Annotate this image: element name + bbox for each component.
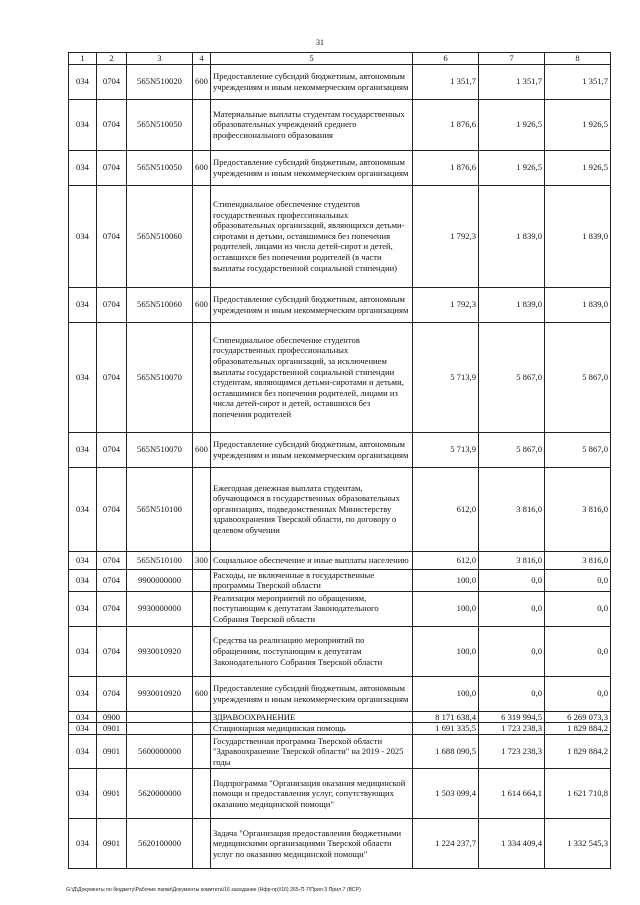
table-row xyxy=(69,591,611,626)
amount-col8: 3 816,0 xyxy=(545,467,611,551)
amount-col7: 3 816,0 xyxy=(479,467,545,551)
item-name: Стипендиальное обеспечение студентов государственных профессиональных образовательных организаций, за исключением выплаты государственной социальной стипендии студентам, являющимся детьми-сиротами и детьми, оставшимися без попечения родителей, лицами из числа детей-сирот и детей, оставшихся без попечения родителей xyxy=(211,322,413,432)
amount-col8: 1 926,5 xyxy=(545,150,611,185)
amount-col7: 1 351,7 xyxy=(479,64,545,99)
budget-table xyxy=(68,52,611,869)
amount-col8: 6 269 073,3 xyxy=(545,711,611,723)
item-name: Стипендиальное обеспечение студентов государственных профессиональных образовательных организаций, являющихся детьми-сиротами и детьми, оставшимися без попечения родителей, лицами из числа детей-сирот и детей, оставшихся без попечения родителей (в части выплаты государственной социальной стипендии) xyxy=(211,185,413,287)
table-row xyxy=(69,676,611,711)
section-code: 0901 xyxy=(97,768,127,818)
grbs-code: 034 xyxy=(69,64,97,99)
header-cell: 1 xyxy=(69,53,97,65)
item-name: Материальные выплаты студентам государственных образовательных учреждений среднего профессионального образования xyxy=(211,99,413,150)
expense-type-code: 600 xyxy=(193,64,211,99)
amount-col6: 8 171 638,4 xyxy=(413,711,479,723)
section-code: 0704 xyxy=(97,432,127,467)
target-article-code: 9930010920 xyxy=(127,676,193,711)
table-row xyxy=(69,467,611,551)
expense-type-code xyxy=(193,467,211,551)
amount-col7: 1 926,5 xyxy=(479,99,545,150)
header-cell: 8 xyxy=(545,53,611,65)
grbs-code: 034 xyxy=(69,711,97,723)
expense-type-code xyxy=(193,734,211,768)
amount-col6: 1 688 090,5 xyxy=(413,734,479,768)
grbs-code: 034 xyxy=(69,287,97,322)
item-name: Задача "Организация предоставления бюджетными медицинскими организациями Тверской области услуг по оказанию медицинской помощи" xyxy=(211,818,413,868)
amount-col7: 1 839,0 xyxy=(479,287,545,322)
amount-col7: 3 816,0 xyxy=(479,551,545,569)
section-code: 0704 xyxy=(97,591,127,626)
section-code: 0704 xyxy=(97,569,127,591)
amount-col8: 5 867,0 xyxy=(545,432,611,467)
grbs-code: 034 xyxy=(69,591,97,626)
table-row xyxy=(69,322,611,432)
header-cell: 3 xyxy=(127,53,193,65)
amount-col6: 1 224 237,7 xyxy=(413,818,479,868)
target-article-code: 565N510060 xyxy=(127,287,193,322)
section-code: 0900 xyxy=(97,711,127,723)
expense-type-code xyxy=(193,711,211,723)
amount-col6: 1 792,3 xyxy=(413,185,479,287)
expense-type-code xyxy=(193,322,211,432)
amount-col6: 1 876,6 xyxy=(413,150,479,185)
amount-col8: 0,0 xyxy=(545,591,611,626)
table-row xyxy=(69,734,611,768)
amount-col8: 1 839,0 xyxy=(545,185,611,287)
amount-col6: 1 792,3 xyxy=(413,287,479,322)
grbs-code: 034 xyxy=(69,322,97,432)
section-code: 0704 xyxy=(97,150,127,185)
amount-col6: 1 351,7 xyxy=(413,64,479,99)
expense-type-code xyxy=(193,99,211,150)
table-row xyxy=(69,287,611,322)
section-code: 0704 xyxy=(97,99,127,150)
table-row xyxy=(69,768,611,818)
table-row xyxy=(69,432,611,467)
amount-col7: 0,0 xyxy=(479,569,545,591)
item-name: Реализация мероприятий по обращениям, поступающим к депутатам Законодательного Собрания Тверской области xyxy=(211,591,413,626)
section-code: 0704 xyxy=(97,676,127,711)
amount-col6: 1 691 335,5 xyxy=(413,723,479,735)
target-article-code: 565N510100 xyxy=(127,551,193,569)
expense-type-code: 600 xyxy=(193,150,211,185)
header-cell: 5 xyxy=(211,53,413,65)
item-name: Государственная программа Тверской области "Здравоохранение Тверской области" на 2019 - 2025 годы xyxy=(211,734,413,768)
amount-col7: 1 723 238,3 xyxy=(479,734,545,768)
section-code: 0704 xyxy=(97,551,127,569)
grbs-code: 034 xyxy=(69,768,97,818)
expense-type-code xyxy=(193,723,211,735)
target-article-code: 565N510100 xyxy=(127,467,193,551)
grbs-code: 034 xyxy=(69,723,97,735)
expense-type-code xyxy=(193,569,211,591)
amount-col6: 100,0 xyxy=(413,591,479,626)
target-article-code: 565N510060 xyxy=(127,185,193,287)
grbs-code: 034 xyxy=(69,818,97,868)
grbs-code: 034 xyxy=(69,150,97,185)
target-article-code xyxy=(127,711,193,723)
amount-col6: 5 713,9 xyxy=(413,432,479,467)
target-article-code: 9900000000 xyxy=(127,569,193,591)
amount-col8: 1 839,0 xyxy=(545,287,611,322)
item-name: ЗДРАВООХРАНЕНИЕ xyxy=(211,711,413,723)
amount-col7: 0,0 xyxy=(479,591,545,626)
target-article-code: 9930000000 xyxy=(127,591,193,626)
amount-col6: 1 876,6 xyxy=(413,99,479,150)
grbs-code: 034 xyxy=(69,432,97,467)
amount-col7: 1 926,5 xyxy=(479,150,545,185)
amount-col8: 1 829 884,2 xyxy=(545,723,611,735)
expense-type-code: 300 xyxy=(193,551,211,569)
item-name: Средства на реализацию мероприятий по обращениям, поступающим к депутатам Законодательного Собрания Тверской области xyxy=(211,626,413,676)
header-cell: 4 xyxy=(193,53,211,65)
target-article-code: 5620100000 xyxy=(127,818,193,868)
grbs-code: 034 xyxy=(69,185,97,287)
amount-col7: 0,0 xyxy=(479,626,545,676)
expense-type-code xyxy=(193,768,211,818)
amount-col8: 0,0 xyxy=(545,626,611,676)
amount-col8: 1 621 710,8 xyxy=(545,768,611,818)
amount-col8: 5 867,0 xyxy=(545,322,611,432)
amount-col6: 100,0 xyxy=(413,569,479,591)
table-row xyxy=(69,626,611,676)
expense-type-code xyxy=(193,818,211,868)
amount-col6: 612,0 xyxy=(413,551,479,569)
table-row xyxy=(69,64,611,99)
amount-col7: 1 839,0 xyxy=(479,185,545,287)
amount-col7: 1 614 664,1 xyxy=(479,768,545,818)
item-name: Ежегодная денежная выплата студентам, обучающимся в государственных образовательных организациях, подведомственных Министерству здравоохранения Тверской области, по договору о целевом обучении xyxy=(211,467,413,551)
header-cell: 6 xyxy=(413,53,479,65)
amount-col7: 5 867,0 xyxy=(479,432,545,467)
table-row xyxy=(69,551,611,569)
item-name: Предоставление субсидий бюджетным, автономным учреждениям и иным некоммерческим организациям xyxy=(211,432,413,467)
section-code: 0704 xyxy=(97,467,127,551)
amount-col8: 0,0 xyxy=(545,676,611,711)
section-code: 0901 xyxy=(97,818,127,868)
section-code: 0704 xyxy=(97,626,127,676)
grbs-code: 034 xyxy=(69,734,97,768)
amount-col7: 0,0 xyxy=(479,676,545,711)
amount-col6: 5 713,9 xyxy=(413,322,479,432)
amount-col8: 1 351,7 xyxy=(545,64,611,99)
section-code: 0704 xyxy=(97,185,127,287)
item-name: Предоставление субсидий бюджетным, автономным учреждениям и иным некоммерческим организациям xyxy=(211,676,413,711)
table-row xyxy=(69,99,611,150)
expense-type-code: 600 xyxy=(193,287,211,322)
amount-col6: 100,0 xyxy=(413,676,479,711)
item-name: Предоставление субсидий бюджетным, автономным учреждениям и иным некоммерческим организациям xyxy=(211,64,413,99)
amount-col7: 1 723 238,3 xyxy=(479,723,545,735)
table-row xyxy=(69,711,611,723)
header-cell: 2 xyxy=(97,53,127,65)
grbs-code: 034 xyxy=(69,569,97,591)
target-article-code: 5620000000 xyxy=(127,768,193,818)
target-article-code: 5600000000 xyxy=(127,734,193,768)
table-row xyxy=(69,818,611,868)
grbs-code: 034 xyxy=(69,99,97,150)
item-name: Предоставление субсидий бюджетным, автономным учреждениям и иным некоммерческим организациям xyxy=(211,150,413,185)
target-article-code: 9930010920 xyxy=(127,626,193,676)
item-name: Расходы, не включенные в государственные программы Тверской области xyxy=(211,569,413,591)
grbs-code: 034 xyxy=(69,467,97,551)
grbs-code: 034 xyxy=(69,676,97,711)
target-article-code: 565N510070 xyxy=(127,322,193,432)
page-number: 31 xyxy=(316,38,324,47)
amount-col6: 100,0 xyxy=(413,626,479,676)
amount-col7: 6 319 994,5 xyxy=(479,711,545,723)
target-article-code xyxy=(127,723,193,735)
amount-col8: 1 829 884,2 xyxy=(545,734,611,768)
amount-col7: 1 334 409,4 xyxy=(479,818,545,868)
file-path-footer: G:\Д\Документы по бюджету\Рабочие папки\Документы комитета\16 заседание (Нфр-пр)\16) 265-П-7\Прил 3 Прил 7 (ВСР) xyxy=(66,887,361,893)
header-cell: 7 xyxy=(479,53,545,65)
expense-type-code xyxy=(193,626,211,676)
target-article-code: 565N510050 xyxy=(127,150,193,185)
header-row xyxy=(69,53,611,65)
section-code: 0704 xyxy=(97,64,127,99)
expense-type-code xyxy=(193,591,211,626)
amount-col8: 1 332 545,3 xyxy=(545,818,611,868)
expense-type-code xyxy=(193,185,211,287)
expense-type-code: 600 xyxy=(193,432,211,467)
grbs-code: 034 xyxy=(69,626,97,676)
table-row xyxy=(69,569,611,591)
item-name: Предоставление субсидий бюджетным, автономным учреждениям и иным некоммерческим организациям xyxy=(211,287,413,322)
table-row xyxy=(69,150,611,185)
section-code: 0901 xyxy=(97,723,127,735)
target-article-code: 565N510050 xyxy=(127,99,193,150)
target-article-code: 565N510070 xyxy=(127,432,193,467)
amount-col8: 3 816,0 xyxy=(545,551,611,569)
expense-type-code: 600 xyxy=(193,676,211,711)
table-row xyxy=(69,185,611,287)
amount-col6: 612,0 xyxy=(413,467,479,551)
amount-col8: 0,0 xyxy=(545,569,611,591)
amount-col6: 1 503 099,4 xyxy=(413,768,479,818)
amount-col8: 1 926,5 xyxy=(545,99,611,150)
grbs-code: 034 xyxy=(69,551,97,569)
item-name: Стационарная медицинская помощь xyxy=(211,723,413,735)
target-article-code: 565N510020 xyxy=(127,64,193,99)
section-code: 0704 xyxy=(97,322,127,432)
item-name: Подпрограмма "Организация оказания медицинской помощи и предоставления услуг, сопутствующих оказанию медицинской помощи" xyxy=(211,768,413,818)
item-name: Социальное обеспечение и иные выплаты населению xyxy=(211,551,413,569)
table-row xyxy=(69,723,611,735)
amount-col7: 5 867,0 xyxy=(479,322,545,432)
section-code: 0901 xyxy=(97,734,127,768)
section-code: 0704 xyxy=(97,287,127,322)
